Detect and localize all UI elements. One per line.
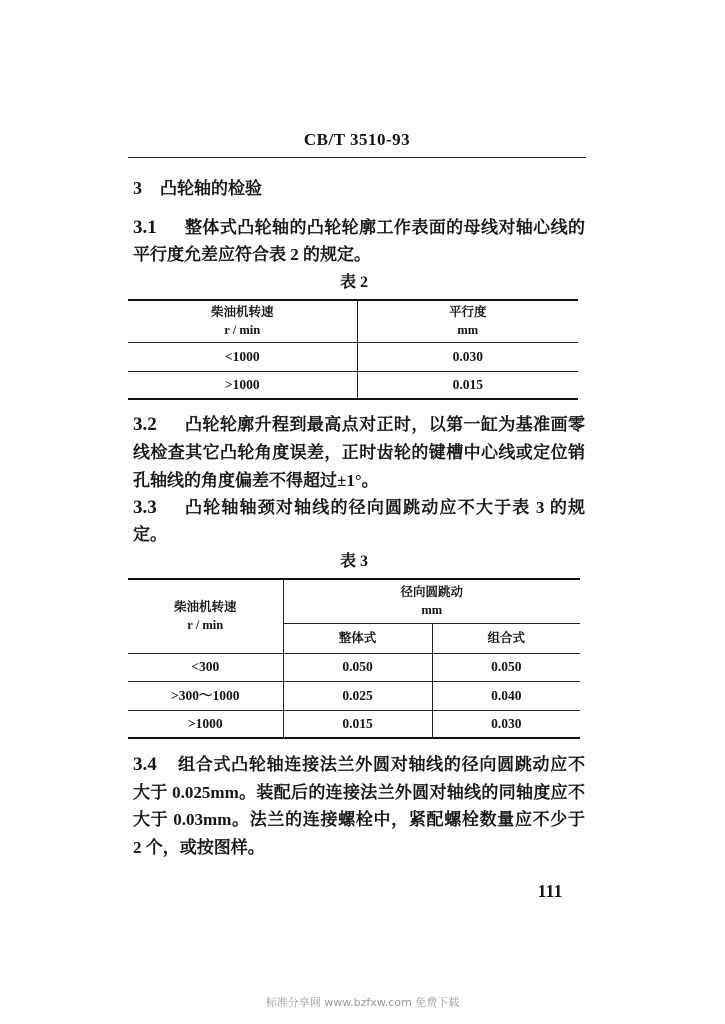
clause-3-1-line-2: 平行度允差应符合表 2 的规定。 <box>133 245 371 264</box>
header-label: 柴油机转速 <box>173 600 237 615</box>
clause-number: 3.4 <box>133 754 157 775</box>
table-3-subheader-integral: 整体式 <box>283 623 432 653</box>
table-cell: 0.015 <box>357 371 578 399</box>
section-heading <box>133 174 262 202</box>
table-row <box>128 710 580 738</box>
clause-number: 3.3 <box>133 497 157 518</box>
table-3-caption: 表 3 <box>339 553 368 570</box>
table-3-subheader-assembled: 组合式 <box>432 623 580 653</box>
table-cell: 0.015 <box>283 710 432 738</box>
clause-text: 凸轮轮廓升程到最高点对正时，以第一缸为基准画零 <box>185 415 585 434</box>
table-cell: >300～1000 <box>128 681 283 710</box>
table-cell: 0.030 <box>357 342 578 371</box>
table-cell: 0.050 <box>432 653 580 681</box>
table-row <box>128 342 578 371</box>
clause-number: 3.1 <box>133 217 157 238</box>
header-unit: r / min <box>224 323 261 338</box>
table-cell: >1000 <box>128 710 283 738</box>
clause-number: 3.2 <box>133 414 157 435</box>
header-unit: mm <box>421 603 443 618</box>
table-3-header-row <box>128 579 580 623</box>
section-title: 凸轮轴的检验 <box>160 179 262 198</box>
clause-text: 组合式凸轮轴连接法兰外圆对轴线的径向圆跳动应不 <box>178 755 585 774</box>
table-3 <box>128 578 580 739</box>
table-cell: >1000 <box>128 371 357 399</box>
table-3-header-speed <box>128 579 283 653</box>
table-cell: 0.025 <box>283 681 432 710</box>
header-unit: r / min <box>187 618 224 633</box>
table-cell: <300 <box>128 653 283 681</box>
table-2-header-speed <box>128 300 357 342</box>
table-2 <box>128 299 578 400</box>
header-rule <box>128 157 586 158</box>
table-2-caption: 表 2 <box>339 274 368 291</box>
table-row <box>128 681 580 710</box>
standard-code-header: CB/T 3510-93 <box>303 130 411 149</box>
clause-3-2-line-2: 线检查其它凸轮角度误差，正时齿轮的键槽中心线或定位销 <box>133 443 585 462</box>
clause-3-4-line-3: 大于 0.03mm。法兰的连接螺栓中，紧配螺栓数量应不少于 <box>133 810 585 829</box>
clause-3-4-line-4: 2 个，或按图样。 <box>133 838 265 857</box>
header-label: 平行度 <box>448 305 487 320</box>
clause-text: 凸轮轴轴颈对轴线的径向圆跳动应不大于表 3 的规 <box>185 498 585 517</box>
table-row <box>128 371 578 399</box>
table-cell: 0.030 <box>432 710 580 738</box>
clause-3-2-line-1 <box>133 411 585 439</box>
table-row <box>128 653 580 681</box>
clause-3-4-line-2: 大于 0.025mm。装配后的连接法兰外圆对轴线的同轴度应不 <box>133 783 585 802</box>
header-label: 柴油机转速 <box>210 305 274 320</box>
table-2-header-parallelism <box>357 300 578 342</box>
table-2-header-row <box>128 300 578 342</box>
section-number: 3 <box>133 178 142 198</box>
site-watermark: 标准分享网 www.bzfxw.com 免费下载 <box>265 996 460 1009</box>
clause-3-2-line-3: 孔轴线的角度偏差不得超过±1°。 <box>133 471 379 490</box>
page-number: 111 <box>537 881 563 901</box>
table-cell: 0.040 <box>432 681 580 710</box>
header-unit: mm <box>457 323 479 338</box>
table-3-header-runout <box>283 579 580 623</box>
clause-3-1-line-1 <box>133 214 585 242</box>
header-label: 径向圆跳动 <box>400 585 464 600</box>
clause-3-3-line-2: 定。 <box>133 525 167 544</box>
table-cell: 0.050 <box>283 653 432 681</box>
clause-3-3-line-1 <box>133 494 585 522</box>
clause-3-4-line-1 <box>133 751 585 779</box>
clause-text: 整体式凸轮轴的凸轮轮廓工作表面的母线对轴心线的 <box>185 218 585 237</box>
table-cell: <1000 <box>128 342 357 371</box>
